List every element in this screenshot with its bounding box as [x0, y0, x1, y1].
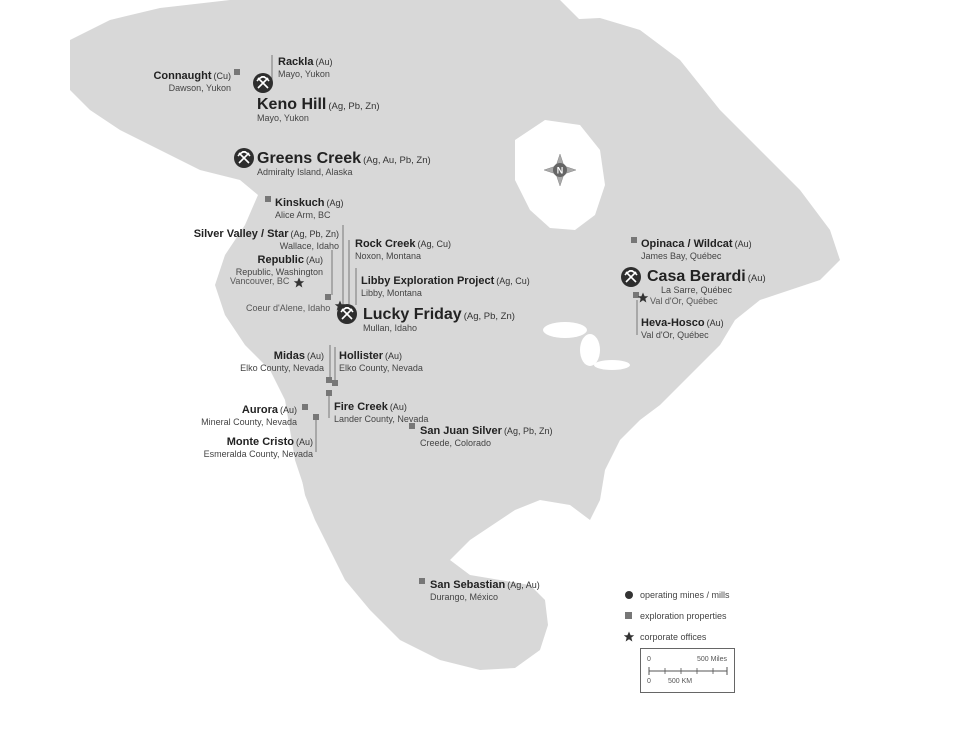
marker-monte-cristo[interactable] — [313, 414, 319, 420]
site-name: Greens Creek — [257, 150, 362, 167]
label-greens-creek[interactable] — [257, 150, 431, 177]
site-location: Elko County, Nevada — [240, 362, 324, 373]
site-location: Alice Arm, BC — [275, 209, 331, 220]
scale-ruler — [641, 649, 734, 692]
site-name: Heva-Hosco — [641, 317, 705, 329]
site-location: Mayo, Yukon — [257, 112, 309, 123]
site-location: Republic, Washington — [235, 266, 323, 277]
scale-miles-zero: 0 — [647, 656, 651, 663]
marker-heva-hosco[interactable] — [633, 292, 639, 298]
legend-star-icon — [624, 631, 638, 643]
scale-km-zero: 0 — [647, 678, 651, 685]
legend-corporate-label: corporate offices — [640, 631, 707, 642]
site-location: James Bay, Québec — [641, 250, 722, 261]
office-val-dor: Val d'Or, Québec — [650, 296, 718, 306]
site-location: Mayo, Yukon — [278, 68, 330, 79]
label-keno-hill[interactable] — [257, 96, 380, 123]
site-name: Republic — [257, 254, 304, 266]
label-heva-hosco[interactable] — [641, 313, 724, 340]
label-libby[interactable] — [361, 271, 530, 298]
label-silver-valley[interactable] — [194, 224, 339, 251]
site-name: Kinskuch — [275, 197, 325, 209]
site-minerals: (Ag, Cu) — [417, 239, 452, 249]
label-casa-berardi[interactable] — [647, 268, 766, 295]
site-minerals: (Au) — [747, 273, 766, 284]
site-location: Mullan, Idaho — [363, 322, 418, 333]
site-name: Midas — [273, 350, 305, 362]
label-san-sebastian[interactable] — [430, 575, 540, 602]
site-location: Creede, Colorado — [420, 437, 492, 448]
site-minerals: (Au) — [305, 255, 323, 265]
site-name: San Sebastian — [430, 579, 506, 591]
site-location: Wallace, Idaho — [279, 240, 339, 251]
label-opinaca[interactable] — [641, 234, 752, 261]
site-name: Fire Creek — [334, 401, 388, 413]
marker-republic[interactable] — [325, 294, 331, 300]
site-location: Elko County, Nevada — [339, 362, 423, 373]
site-name: Casa Berardi — [647, 268, 746, 285]
legend-row-exploration — [624, 605, 730, 626]
label-republic[interactable] — [236, 250, 323, 277]
site-location: Val d'Or, Québec — [641, 329, 709, 340]
site-location: Lander County, Nevada — [334, 413, 429, 424]
legend-circle-icon — [624, 590, 638, 600]
scale-bar — [640, 648, 735, 693]
marker-aurora[interactable] — [302, 404, 308, 410]
label-fire-creek[interactable] — [334, 397, 428, 424]
site-minerals: (Ag, Pb, Zn) — [463, 311, 515, 322]
site-location: La Sarre, Québec — [661, 284, 733, 295]
marker-opinaca[interactable] — [631, 237, 637, 243]
site-minerals: (Au) — [706, 318, 724, 328]
site-location: Noxon, Montana — [355, 250, 422, 261]
site-location: Libby, Montana — [361, 287, 422, 298]
site-minerals: (Au) — [279, 405, 297, 415]
label-midas[interactable] — [240, 346, 324, 373]
legend-row-operating — [624, 584, 730, 605]
marker-kinskuch[interactable] — [265, 196, 271, 202]
site-location: Durango, México — [430, 591, 499, 602]
label-rackla[interactable] — [278, 52, 333, 79]
land-mass — [70, 0, 840, 670]
label-monte-cristo[interactable] — [204, 432, 313, 459]
office-coeur-dalene: Coeur d'Alene, Idaho — [246, 303, 331, 313]
site-minerals: (Au) — [734, 239, 752, 249]
label-lucky-friday[interactable] — [363, 306, 515, 333]
site-name: Rock Creek — [355, 238, 416, 250]
marker-midas[interactable] — [326, 377, 332, 383]
site-name: Hollister — [339, 350, 384, 362]
label-hollister[interactable] — [339, 346, 423, 373]
office-vancouver: Vancouver, BC — [230, 276, 290, 286]
site-location: Dawson, Yukon — [168, 82, 231, 93]
site-minerals: (Au) — [295, 437, 313, 447]
site-minerals: (Ag, Cu) — [496, 276, 530, 286]
site-name: Libby Exploration Project — [361, 275, 495, 287]
pickaxe-icon-greens-creek[interactable] — [234, 148, 254, 168]
site-name: San Juan Silver — [420, 425, 502, 437]
site-name: Connaught — [153, 70, 212, 82]
site-name: Rackla — [278, 56, 314, 68]
label-san-juan-silver[interactable] — [420, 421, 552, 448]
marker-connaught[interactable] — [234, 69, 240, 75]
scale-km-label: 500 KM — [668, 678, 693, 685]
site-name: Aurora — [241, 404, 278, 416]
marker-san-sebastian[interactable] — [419, 578, 425, 584]
site-name: Opinaca / Wildcat — [641, 238, 733, 250]
site-location: Admiralty Island, Alaska — [257, 166, 353, 177]
marker-hollister[interactable] — [332, 380, 338, 386]
site-minerals: (Ag, Pb, Zn) — [290, 229, 339, 239]
site-minerals: (Au) — [315, 57, 333, 67]
site-minerals: (Au) — [306, 351, 324, 361]
legend-exploration-label: exploration properties — [640, 610, 727, 621]
map-legend — [624, 584, 730, 647]
site-minerals: (Cu) — [213, 71, 231, 81]
site-minerals: (Ag, Au) — [507, 580, 540, 590]
site-minerals: (Au) — [385, 351, 403, 361]
site-minerals: (Ag, Pb, Zn) — [328, 101, 380, 112]
pickaxe-icon-keno-hill[interactable] — [253, 73, 273, 93]
compass-north-label: N — [556, 165, 564, 176]
label-rock-creek[interactable] — [355, 234, 451, 261]
legend-row-corporate — [624, 626, 730, 647]
site-minerals: (Ag) — [326, 198, 344, 208]
legend-square-icon — [624, 611, 638, 621]
scale-miles-label: 500 Miles — [697, 656, 727, 663]
marker-fire-creek[interactable] — [326, 390, 332, 396]
pickaxe-icon-lucky-friday[interactable] — [337, 304, 357, 324]
label-connaught[interactable] — [153, 66, 231, 93]
site-location: Mineral County, Nevada — [201, 416, 297, 427]
label-aurora[interactable] — [201, 400, 297, 427]
site-location: Esmeralda County, Nevada — [203, 448, 313, 459]
site-name: Keno Hill — [257, 96, 327, 113]
site-minerals: (Ag, Pb, Zn) — [503, 426, 553, 436]
site-name: Lucky Friday — [363, 306, 462, 323]
site-name: Silver Valley / Star — [193, 228, 289, 240]
site-minerals: (Ag, Au, Pb, Zn) — [363, 155, 431, 166]
site-name: Monte Cristo — [226, 436, 294, 448]
label-kinskuch[interactable] — [275, 193, 344, 220]
legend-operating-label: operating mines / mills — [640, 589, 730, 600]
pickaxe-icon-casa-berardi[interactable] — [621, 267, 641, 287]
site-minerals: (Au) — [389, 402, 407, 412]
